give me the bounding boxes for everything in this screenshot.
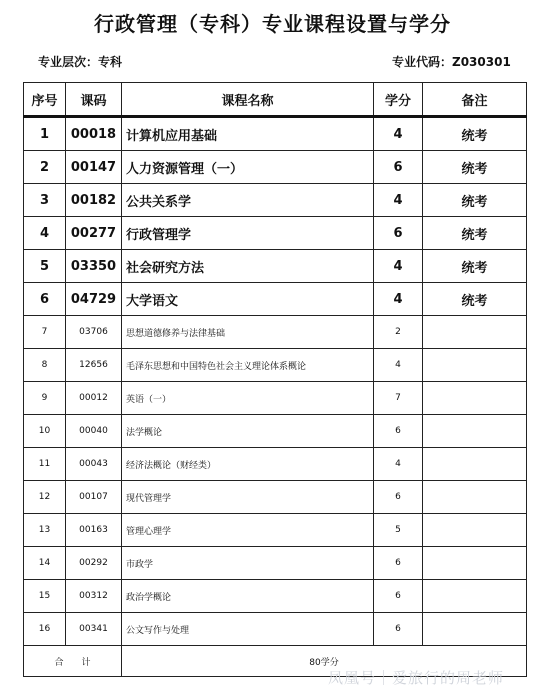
row-credit: 2: [374, 316, 423, 349]
table-row: [24, 151, 527, 184]
row-note: [423, 448, 527, 481]
header-note: 备注: [423, 83, 527, 117]
row-name: 大学语文: [122, 283, 374, 316]
row-index: 16: [24, 613, 66, 646]
row-note: 统考: [423, 151, 527, 184]
table-row: [24, 481, 527, 514]
row-credit: 4: [374, 184, 423, 217]
row-name: 现代管理学: [122, 481, 374, 514]
row-index: 3: [24, 184, 66, 217]
row-name: 行政管理学: [122, 217, 374, 250]
header-name: 课程名称: [122, 83, 374, 117]
table-header-row: [24, 83, 527, 117]
row-credit: 4: [374, 349, 423, 382]
table-row: [24, 184, 527, 217]
table-row: [24, 415, 527, 448]
row-index: 1: [24, 117, 66, 151]
row-note: [423, 580, 527, 613]
page-title: 行政管理（专科）专业课程设置与学分: [94, 12, 451, 36]
row-code: 00107: [66, 481, 122, 514]
row-credit: 5: [374, 514, 423, 547]
table-row: [24, 217, 527, 250]
row-index: 4: [24, 217, 66, 250]
row-name: 英语（一）: [122, 382, 374, 415]
table-row: [24, 349, 527, 382]
row-name: 管理心理学: [122, 514, 374, 547]
row-index: 12: [24, 481, 66, 514]
row-credit: 6: [374, 547, 423, 580]
row-code: 00341: [66, 613, 122, 646]
row-index: 14: [24, 547, 66, 580]
row-code: 00018: [66, 117, 122, 151]
row-index: 7: [24, 316, 66, 349]
row-note: 统考: [423, 283, 527, 316]
table-row: [24, 547, 527, 580]
row-code: 00312: [66, 580, 122, 613]
row-code: 00147: [66, 151, 122, 184]
row-index: 5: [24, 250, 66, 283]
row-name: 法学概论: [122, 415, 374, 448]
row-name: 经济法概论（财经类）: [122, 448, 374, 481]
table-row: [24, 448, 527, 481]
row-code: 03706: [66, 316, 122, 349]
table-row: [24, 514, 527, 547]
row-credit: 6: [374, 580, 423, 613]
row-name: 人力资源管理（一）: [122, 151, 374, 184]
major-code-label: 专业代码：Z030301: [392, 55, 511, 69]
row-credit: 6: [374, 481, 423, 514]
total-label: 合 计: [24, 646, 122, 677]
row-code: 00012: [66, 382, 122, 415]
major-level-label: 专业层次：专科: [38, 55, 123, 69]
row-code: 00182: [66, 184, 122, 217]
course-table: [23, 82, 527, 677]
row-name: 社会研究方法: [122, 250, 374, 283]
row-index: 6: [24, 283, 66, 316]
row-code: 00040: [66, 415, 122, 448]
row-note: [423, 547, 527, 580]
row-name: 市政学: [122, 547, 374, 580]
row-index: 15: [24, 580, 66, 613]
row-name: 思想道德修养与法律基础: [122, 316, 374, 349]
row-code: 00163: [66, 514, 122, 547]
table-row: [24, 316, 527, 349]
row-index: 9: [24, 382, 66, 415]
row-note: [423, 613, 527, 646]
row-note: 统考: [423, 217, 527, 250]
row-note: [423, 514, 527, 547]
row-code: 04729: [66, 283, 122, 316]
row-note: [423, 316, 527, 349]
row-name: 政治学概论: [122, 580, 374, 613]
row-index: 10: [24, 415, 66, 448]
row-index: 11: [24, 448, 66, 481]
row-credit: 6: [374, 415, 423, 448]
row-code: 00043: [66, 448, 122, 481]
table-row: [24, 117, 527, 151]
row-note: 统考: [423, 184, 527, 217]
row-note: 统考: [423, 117, 527, 151]
row-name: 计算机应用基础: [122, 117, 374, 151]
row-note: [423, 415, 527, 448]
row-note: [423, 481, 527, 514]
row-code: 00277: [66, 217, 122, 250]
row-credit: 4: [374, 283, 423, 316]
table-row: [24, 283, 527, 316]
total-value: 80学分: [122, 646, 527, 677]
watermark: 凤凰号｜爱旅行的周老师: [328, 669, 505, 687]
row-credit: 6: [374, 613, 423, 646]
row-name: 毛泽东思想和中国特色社会主义理论体系概论: [122, 349, 374, 382]
row-code: 00292: [66, 547, 122, 580]
row-credit: 6: [374, 151, 423, 184]
row-note: [423, 382, 527, 415]
row-index: 8: [24, 349, 66, 382]
row-note: [423, 349, 527, 382]
row-name: 公文写作与处理: [122, 613, 374, 646]
table-row: [24, 613, 527, 646]
row-code: 12656: [66, 349, 122, 382]
row-credit: 6: [374, 217, 423, 250]
row-note: 统考: [423, 250, 527, 283]
row-name: 公共关系学: [122, 184, 374, 217]
table-row: [24, 580, 527, 613]
header-credit: 学分: [374, 83, 423, 117]
row-credit: 4: [374, 448, 423, 481]
row-credit: 4: [374, 250, 423, 283]
row-index: 13: [24, 514, 66, 547]
header-index: 序号: [24, 83, 66, 117]
row-index: 2: [24, 151, 66, 184]
table-row: [24, 250, 527, 283]
header-code: 课码: [66, 83, 122, 117]
row-code: 03350: [66, 250, 122, 283]
row-credit: 7: [374, 382, 423, 415]
table-row: [24, 382, 527, 415]
row-credit: 4: [374, 117, 423, 151]
